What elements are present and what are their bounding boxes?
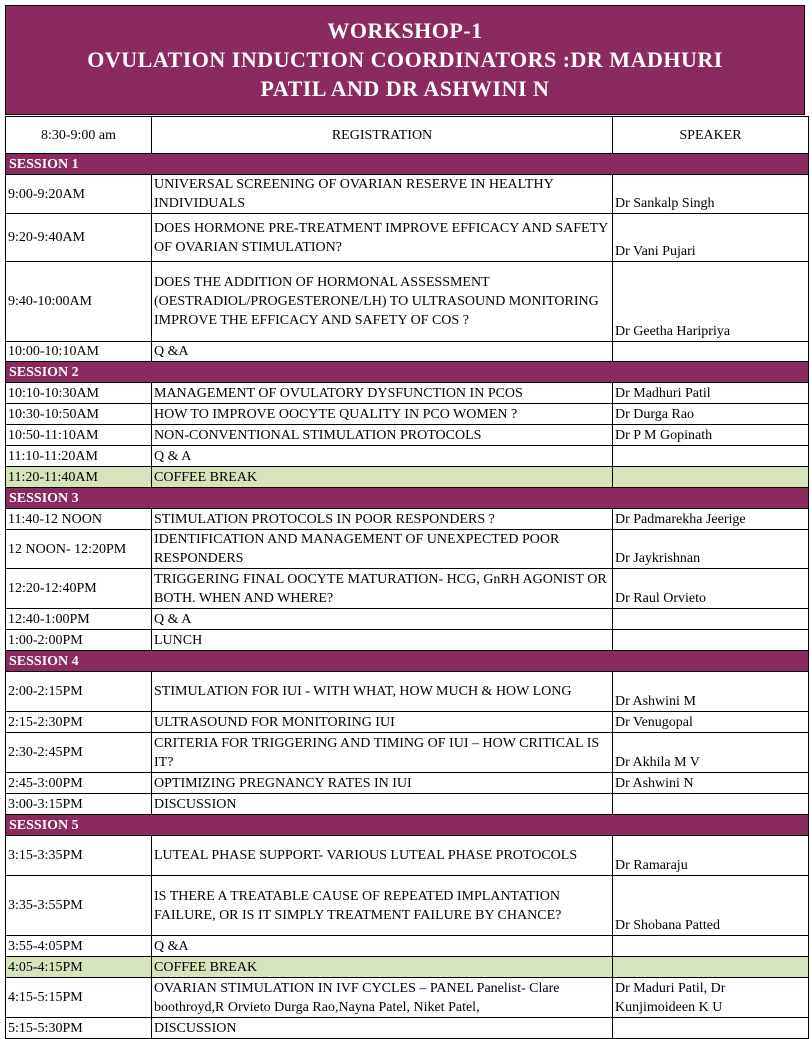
row-topic: ULTRASOUND FOR MONITORING IUI xyxy=(152,712,613,733)
break-row xyxy=(6,467,809,488)
row-time: 2:30-2:45PM xyxy=(6,733,152,773)
row-time: 9:20-9:40AM xyxy=(6,214,152,262)
session-label: SESSION 4 xyxy=(6,651,809,672)
row-time: 10:30-10:50AM xyxy=(6,404,152,425)
row-topic: Q &A xyxy=(152,936,613,957)
row-speaker xyxy=(613,936,809,957)
row-topic: MANAGEMENT OF OVULATORY DYSFUNCTION IN PCOS xyxy=(152,383,613,404)
row-topic: TRIGGERING FINAL OOCYTE MATURATION- HCG, GnRH AGONIST OR BOTH. WHEN AND WHERE? xyxy=(152,569,613,609)
table-row xyxy=(6,1018,809,1039)
table-row xyxy=(6,509,809,530)
session-row xyxy=(6,154,809,175)
row-topic: DOES HORMONE PRE-TREATMENT IMPROVE EFFICACY AND SAFETY OF OVARIAN STIMULATION? xyxy=(152,214,613,262)
row-topic: OVARIAN STIMULATION IN IVF CYCLES – PANEL Panelist- Clare boothroyd,R Orvieto Durga Rao,Nayna Patel, Niket Patel, xyxy=(152,978,613,1018)
session-row xyxy=(6,651,809,672)
row-topic: Q &A xyxy=(152,342,613,362)
header-subtitle: OVULATION INDUCTION COORDINATORS :DR MADHURI xyxy=(87,47,723,72)
row-topic: IS THERE A TREATABLE CAUSE OF REPEATED IMPLANTATION FAILURE, OR IS IT SIMPLY TREATMENT FAILURE BY CHANCE? xyxy=(152,876,613,936)
row-speaker: Dr Raul Orvieto xyxy=(613,569,809,609)
row-speaker xyxy=(613,342,809,362)
row-speaker: Dr Jaykrishnan xyxy=(613,530,809,569)
row-topic: COFFEE BREAK xyxy=(152,467,613,488)
table-header-row xyxy=(6,117,809,154)
row-time: 4:05-4:15PM xyxy=(6,957,152,978)
row-time: 12 NOON- 12:20PM xyxy=(6,530,152,569)
row-topic: Q & A xyxy=(152,446,613,467)
table-row xyxy=(6,978,809,1018)
table-row xyxy=(6,446,809,467)
row-speaker: Dr Vani Pujari xyxy=(613,214,809,262)
table-row xyxy=(6,630,809,651)
session-label: SESSION 2 xyxy=(6,362,809,383)
row-topic: DISCUSSION xyxy=(152,794,613,815)
row-time: 10:00-10:10AM xyxy=(6,342,152,362)
row-time: 2:15-2:30PM xyxy=(6,712,152,733)
row-speaker xyxy=(613,1018,809,1039)
table-row xyxy=(6,530,809,569)
row-topic: IDENTIFICATION AND MANAGEMENT OF UNEXPECTED POOR RESPONDERS xyxy=(152,530,613,569)
table-row xyxy=(6,712,809,733)
row-time: 10:10-10:30AM xyxy=(6,383,152,404)
row-topic: CRITERIA FOR TRIGGERING AND TIMING OF IUI – HOW CRITICAL IS IT? xyxy=(152,733,613,773)
table-row xyxy=(6,936,809,957)
row-time: 12:20-12:40PM xyxy=(6,569,152,609)
row-time: 11:40-12 NOON xyxy=(6,509,152,530)
row-topic: OPTIMIZING PREGNANCY RATES IN IUI xyxy=(152,773,613,794)
row-topic: UNIVERSAL SCREENING OF OVARIAN RESERVE IN HEALTHY INDIVIDUALS xyxy=(152,175,613,214)
row-time: 9:40-10:00AM xyxy=(6,262,152,342)
row-speaker: Dr Shobana Patted xyxy=(613,876,809,936)
row-time: 5:15-5:30PM xyxy=(6,1018,152,1039)
session-row xyxy=(6,362,809,383)
table-row xyxy=(6,836,809,876)
row-speaker: Dr Maduri Patil, Dr Kunjimoideen K U xyxy=(613,978,809,1018)
row-time: 3:55-4:05PM xyxy=(6,936,152,957)
table-row xyxy=(6,876,809,936)
row-speaker xyxy=(613,794,809,815)
row-time: 11:20-11:40AM xyxy=(6,467,152,488)
row-time: 2:45-3:00PM xyxy=(6,773,152,794)
row-speaker: Dr Ashwini M xyxy=(613,672,809,712)
row-speaker: Dr Padmarekha Jeerige xyxy=(613,509,809,530)
table-row xyxy=(6,733,809,773)
schedule-body xyxy=(6,117,809,1039)
row-speaker: Dr Akhila M V xyxy=(613,733,809,773)
row-topic: Q & A xyxy=(152,609,613,630)
row-topic: COFFEE BREAK xyxy=(152,957,613,978)
row-time: 9:00-9:20AM xyxy=(6,175,152,214)
table-row xyxy=(6,672,809,712)
table-row xyxy=(6,383,809,404)
row-speaker xyxy=(613,467,809,488)
row-speaker: Dr Durga Rao xyxy=(613,404,809,425)
workshop-header xyxy=(5,5,805,115)
row-speaker xyxy=(613,609,809,630)
row-speaker: Dr Ramaraju xyxy=(613,836,809,876)
table-row xyxy=(6,794,809,815)
row-speaker: Dr Ashwini N xyxy=(613,773,809,794)
row-speaker: Dr Geetha Haripriya xyxy=(613,262,809,342)
row-time: 3:15-3:35PM xyxy=(6,836,152,876)
row-time: 10:50-11:10AM xyxy=(6,425,152,446)
header-title: WORKSHOP-1 xyxy=(327,18,483,43)
row-topic: STIMULATION FOR IUI - WITH WHAT, HOW MUCH & HOW LONG xyxy=(152,672,613,712)
table-row xyxy=(6,342,809,362)
session-row xyxy=(6,815,809,836)
row-time: 4:15-5:15PM xyxy=(6,978,152,1018)
break-row xyxy=(6,957,809,978)
row-speaker xyxy=(613,446,809,467)
table-row xyxy=(6,773,809,794)
row-time: 3:35-3:55PM xyxy=(6,876,152,936)
table-row xyxy=(6,425,809,446)
row-topic: LUNCH xyxy=(152,630,613,651)
table-row xyxy=(6,214,809,262)
row-topic: DOES THE ADDITION OF HORMONAL ASSESSMENT (OESTRADIOL/PROGESTERONE/LH) TO ULTRASOUND MONITORING IMPROVE THE EFFICACY AND SAFETY OF COS ? xyxy=(152,262,613,342)
row-topic: NON-CONVENTIONAL STIMULATION PROTOCOLS xyxy=(152,425,613,446)
table-row xyxy=(6,262,809,342)
table-row xyxy=(6,569,809,609)
table-row xyxy=(6,175,809,214)
row-speaker: Dr P M Gopinath xyxy=(613,425,809,446)
row-topic: LUTEAL PHASE SUPPORT- VARIOUS LUTEAL PHASE PROTOCOLS xyxy=(152,836,613,876)
row-topic: HOW TO IMPROVE OOCYTE QUALITY IN PCO WOMEN ? xyxy=(152,404,613,425)
row-time: 1:00-2:00PM xyxy=(6,630,152,651)
table-row xyxy=(6,404,809,425)
row-topic: STIMULATION PROTOCOLS IN POOR RESPONDERS ? xyxy=(152,509,613,530)
row-speaker: Dr Sankalp Singh xyxy=(613,175,809,214)
row-speaker xyxy=(613,957,809,978)
row-speaker: Dr Madhuri Patil xyxy=(613,383,809,404)
row-time: 11:10-11:20AM xyxy=(6,446,152,467)
session-label: SESSION 5 xyxy=(6,815,809,836)
row-time: 3:00-3:15PM xyxy=(6,794,152,815)
session-label: SESSION 1 xyxy=(6,154,809,175)
table-row xyxy=(6,609,809,630)
registration-time: 8:30-9:00 am xyxy=(6,117,152,154)
row-topic: DISCUSSION xyxy=(152,1018,613,1039)
session-row xyxy=(6,488,809,509)
registration-label: REGISTRATION xyxy=(152,117,613,154)
speaker-header: SPEAKER xyxy=(613,117,809,154)
row-speaker: Dr Venugopal xyxy=(613,712,809,733)
row-speaker xyxy=(613,630,809,651)
header-coordinators: PATIL AND DR ASHWINI N xyxy=(260,76,550,101)
row-time: 2:00-2:15PM xyxy=(6,672,152,712)
schedule-table xyxy=(5,116,809,1039)
row-time: 12:40-1:00PM xyxy=(6,609,152,630)
session-label: SESSION 3 xyxy=(6,488,809,509)
